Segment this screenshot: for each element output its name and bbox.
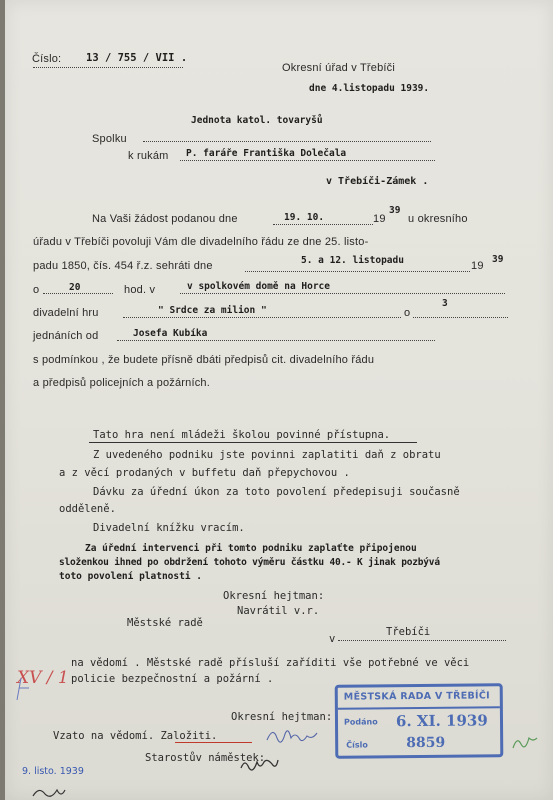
spolek-label: Spolku	[92, 133, 127, 145]
request-year: 39	[389, 205, 401, 216]
request-date: 19. 10.	[284, 212, 325, 223]
performance-19: 19	[471, 260, 484, 272]
performance-hour: 20	[69, 282, 81, 293]
stamp-podano-label: Podáno	[343, 717, 378, 727]
cislo-value: 13 / 755 / VII .	[86, 52, 188, 64]
performance-year: 39	[492, 254, 504, 265]
spolek-value: Jednota katol. tovaryšů	[191, 115, 323, 126]
rukam-value: P. faráře Františka Dolečala	[186, 148, 347, 159]
second-signature-title: Okresní hejtman:	[231, 711, 333, 723]
blue-margin-mark	[17, 678, 29, 700]
body-line-8: a předpisů policejních a požárních.	[33, 377, 210, 389]
second-text-2: policie bezpečnostní a požární .	[71, 673, 274, 685]
note-fee-2: odděleně.	[59, 503, 116, 515]
body-line-2: úřadu v Třebíči povoluji Vám dle divadelního řádu ze dne 25. listo-	[33, 236, 369, 248]
signature-title: Okresní hejtman:	[223, 590, 325, 602]
second-text-1: na vědomí . Městské radě přísluší zaříditi vše potřebné ve věci	[71, 657, 470, 669]
note-booklet: Divadelní knížku vracím.	[93, 522, 245, 534]
note-youth-restriction: Tato hra není mládeži školou povinné přístupna.	[93, 429, 391, 441]
document-date: dne 4.listopadu 1939.	[309, 83, 430, 94]
noted-filed: Vzato na vědomí. Založiti.	[53, 730, 218, 742]
body-line-7: s podmínkou , že budete přísně dbáti předpisů cit. divadelního řádu	[33, 354, 375, 366]
performance-days: 5. a 12. listopadu	[301, 255, 404, 266]
margin-mark: XV / 1	[17, 668, 69, 688]
body-line-4a: o	[33, 284, 40, 296]
note-fee: Dávku za úřední úkon za toto povolení předepisuji současně	[93, 486, 460, 498]
green-scribble	[513, 738, 537, 748]
deputy-signature-scribble	[241, 760, 278, 770]
document-page	[5, 0, 553, 800]
handwritten-signatures	[5, 0, 553, 800]
registry-stamp	[335, 683, 504, 758]
signature-name: Navrátil v.r.	[237, 605, 320, 617]
second-addressee: Městské radě	[127, 617, 203, 629]
body-line-3a: padu 1850, čís. 454 ř.z. sehráti dne	[33, 260, 213, 272]
place-value: v Třebíči-Zámek .	[326, 176, 429, 187]
body-line-4b: hod. v	[124, 284, 156, 296]
second-v: v	[329, 633, 336, 645]
handwritten-date: 9. listo. 1939	[22, 766, 84, 777]
note-intervention-2: složenkou ihned po obdržení tohoto výměru částku 40.- K jinak pozbývá	[59, 557, 440, 568]
deputy-mayor-label: Starostův náměstek:	[145, 752, 266, 764]
performance-place: v spolkovém domě na Horce	[187, 281, 330, 292]
bottom-scribble	[33, 790, 65, 796]
body-line-5b: o	[404, 307, 411, 319]
note-tax: Z uvedeného podniku jste povinni zaplatiti daň z obratu	[93, 449, 441, 461]
rukam-label: k rukám	[128, 150, 169, 162]
second-place: Třebíči	[386, 626, 431, 638]
play-author: Josefa Kubíka	[133, 328, 208, 339]
note-intervention: Za úřední intervenci při tomto podniku zaplaťte připojenou	[85, 543, 417, 554]
body-line-5a: divadelní hru	[33, 307, 99, 319]
stamp-date: 6. XI. 1939	[395, 711, 488, 731]
note-intervention-3: toto povolení platnosti .	[59, 571, 202, 582]
body-line-1b: u okresního	[408, 213, 468, 225]
acts-count: 3	[442, 298, 448, 309]
office-name: Okresní úřad v Třebíči	[282, 62, 396, 74]
stamp-number: 8859	[406, 734, 446, 752]
stamp-title: MĚSTSKÁ RADA V TŘEBÍČI	[343, 690, 491, 703]
body-line-1a: Na Vaši žádost podanou dne	[92, 213, 238, 225]
play-title: " Srdce za milion "	[158, 305, 267, 316]
stamp-divider	[338, 706, 500, 709]
signature-scribble	[267, 731, 317, 742]
stamp-cislo-label: Číslo	[346, 740, 368, 750]
note-tax-2: a z věcí prodaných v buffetu daň přepychovou .	[59, 467, 350, 479]
request-19: 19	[373, 213, 386, 225]
cislo-label: Číslo:	[32, 53, 62, 65]
body-line-6a: jednáních od	[33, 330, 99, 342]
